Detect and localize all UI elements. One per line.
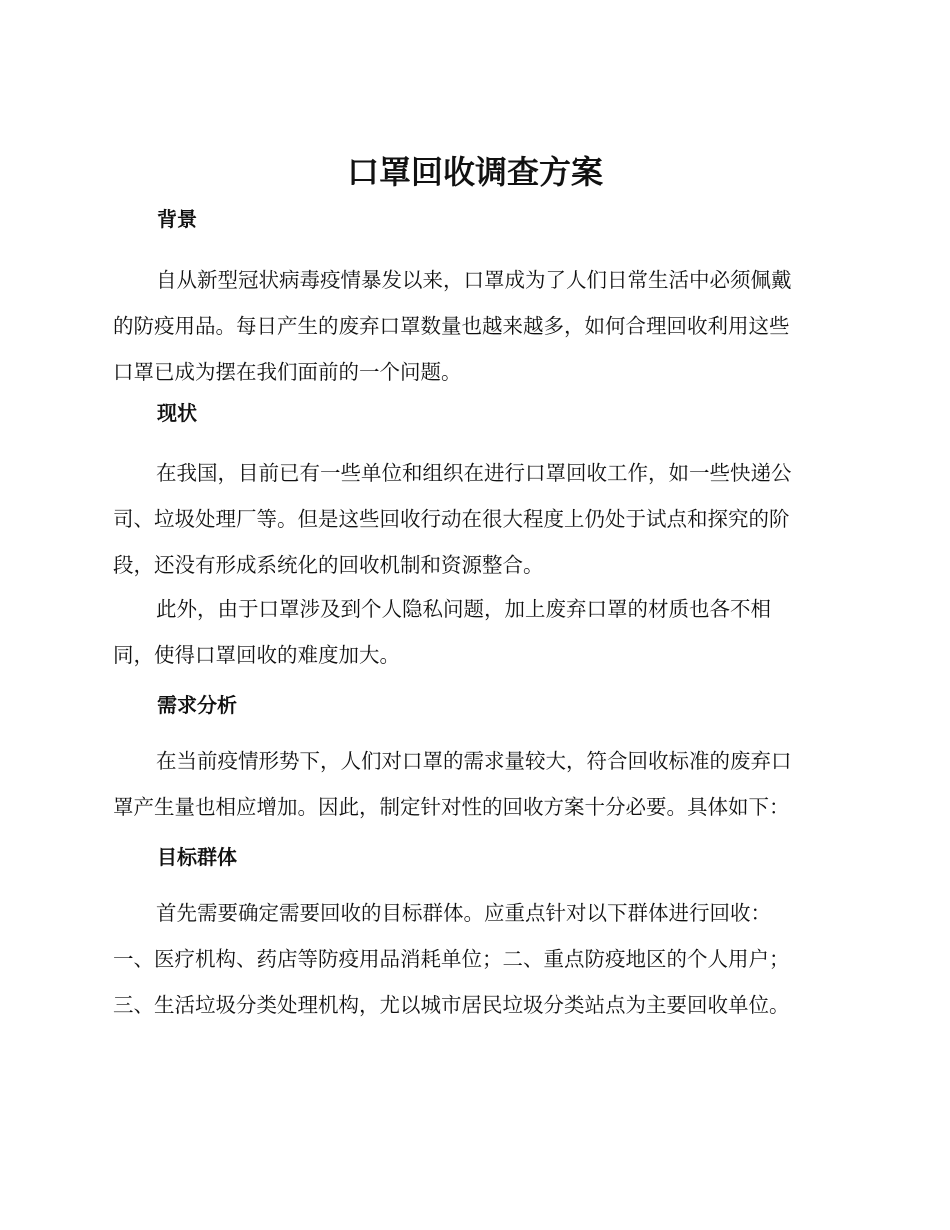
paragraph-needs-analysis [113, 738, 843, 830]
section-heading-background: 背景 [157, 207, 197, 231]
paragraph-status-2 [113, 586, 843, 678]
paragraph-line: 自从新型冠状病毒疫情暴发以来，口罩成为了人们日常生活中必须佩戴 [156, 268, 792, 292]
document-title: 口罩回收调查方案 [346, 153, 603, 191]
paragraph-line: 段，还没有形成系统化的回收机制和资源整合。 [113, 553, 544, 577]
paragraph-target-groups [113, 890, 843, 1028]
paragraph-line: 一、医疗机构、药店等防疫用品消耗单位；二、重点防疫地区的个人用户； [113, 947, 790, 971]
paragraph-line: 此外，由于口罩涉及到个人隐私问题，加上废弃口罩的材质也各不相 [156, 597, 771, 621]
paragraph-line: 同，使得口罩回收的难度加大。 [113, 643, 400, 667]
paragraph-status-1 [113, 450, 843, 588]
paragraph-line: 在我国，目前已有一些单位和组织在进行口罩回收工作，如一些快递公 [156, 461, 792, 485]
section-heading-target-groups: 目标群体 [157, 845, 237, 869]
paragraph-background [113, 257, 843, 395]
section-heading-needs-analysis: 需求分析 [157, 693, 237, 717]
paragraph-line: 的防疫用品。每日产生的废弃口罩数量也越来越多，如何合理回收利用这些 [113, 314, 790, 338]
paragraph-line: 三、生活垃圾分类处理机构，尤以城市居民垃圾分类站点为主要回收单位。 [113, 993, 790, 1017]
paragraph-line: 在当前疫情形势下，人们对口罩的需求量较大，符合回收标准的废弃口 [156, 749, 792, 773]
paragraph-line: 罩产生量也相应增加。因此，制定针对性的回收方案十分必要。具体如下： [113, 795, 790, 819]
paragraph-line: 司、垃圾处理厂等。但是这些回收行动在很大程度上仍处于试点和探究的阶 [113, 507, 790, 531]
paragraph-line: 口罩已成为摆在我们面前的一个问题。 [113, 360, 462, 384]
section-heading-status: 现状 [157, 401, 197, 425]
paragraph-line: 首先需要确定需要回收的目标群体。应重点针对以下群体进行回收： [156, 901, 771, 925]
